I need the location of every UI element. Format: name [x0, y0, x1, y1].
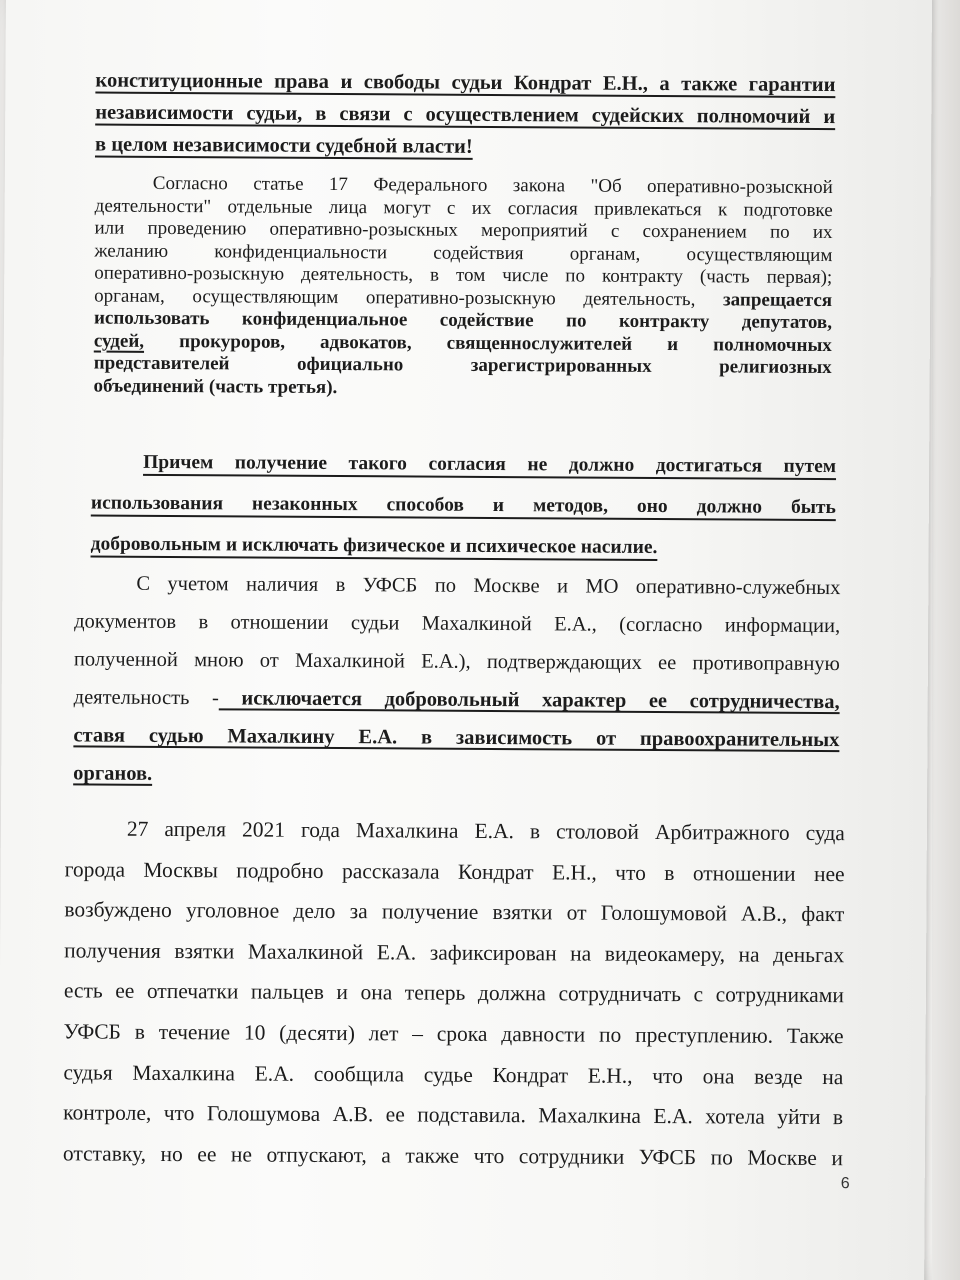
- text-line: контроле, что Голошумова А.В. ее подставила. Махалкина Е.А. хотела уйти в: [63, 1100, 844, 1130]
- text-segment-bold-underlined: исключается добровольный характер ее сотрудничества,: [218, 687, 840, 714]
- text-line: добровольным и исключать физическое и психическое насилие.: [90, 533, 658, 558]
- paragraph-consent: [90, 442, 836, 570]
- text-segment: органам, осуществляющим оперативно-розыскную деятельность,: [94, 285, 696, 310]
- text-segment-bold: запрещается: [695, 288, 833, 311]
- text-line: получения взятки Махалкиной Е.А. зафиксирован на видеокамеру, на деньгах: [64, 938, 845, 967]
- paragraph-rights: [95, 65, 836, 166]
- text-line: документов в отношении судьи Махалкиной Е.А., (согласно информации,: [74, 610, 841, 638]
- page-number: 6: [840, 1175, 850, 1193]
- text-segment: прокуроров, адвокатов, священнослужителей и полномочных: [144, 330, 832, 356]
- text-line: или проведению оперативно-розыскных мероприятий с сохранением по их: [94, 217, 833, 244]
- text-line: Согласно статье 17 Федерального закона "Об оперативно-розыскной: [152, 172, 833, 199]
- text-line: деятельности" отдельные лица могут с их согласия привлекаться к подготовке: [94, 195, 833, 221]
- text-line: желанию конфиденциальности содействия органам, осуществляющим: [94, 240, 833, 266]
- text-segment: деятельность -: [73, 686, 219, 710]
- text-line: органов.: [73, 762, 153, 785]
- text-line: использования незаконных способов и методов, оно должно быть: [90, 492, 836, 519]
- text-line: города Москвы подробно рассказала Кондрат Е.Н., что в отношении нее: [64, 856, 845, 886]
- text-line: возбуждено уголовное дело за получение взятки от Голошумовой А.В., факт: [64, 897, 845, 927]
- text-line: [74, 678, 840, 721]
- text-line: независимости судьи, в связи с осуществлением судейских полномочий и: [95, 101, 836, 129]
- text-line: Причем получение такого согласия не должно достигаться путем: [143, 451, 837, 478]
- text-line: полученной мною от Махалкиной Е.А.), подтверждающих ее противоправную: [73, 648, 840, 676]
- paragraph-april-27: [63, 808, 845, 1178]
- page-stack-edge: [932, 0, 960, 1280]
- paragraph-article-17: [94, 173, 833, 403]
- text-line: С учетом наличия в УФСБ по Москве и МО оперативно-служебных: [136, 572, 841, 600]
- text-line: конституционные права и свободы судьи Кондрат Е.Н., а также гарантии: [95, 69, 836, 97]
- text-line: ставя судью Махалкину Е.А. в зависимость от правоохранительных: [73, 724, 840, 752]
- text-line: использовать конфиденциальное содействие по контракту депутатов,: [93, 307, 833, 334]
- text-line: отставку, но ее не отпускают, а также что сотрудники УФСБ по Москве и: [62, 1141, 843, 1170]
- text-line: объединений (часть третья).: [93, 375, 338, 398]
- text-line: оперативно-розыскную деятельность, в том числе по контракту (часть первая);: [94, 262, 833, 289]
- text-segment-underlined: судей,: [93, 330, 145, 352]
- text-line: УФСБ в течение 10 (десяти) лет – срока давности по преступлению. Также: [63, 1019, 844, 1049]
- paragraph-ufsb-documents: [73, 564, 840, 797]
- text-line: судья Махалкина Е.А. сообщила судье Кондрат Е.Н., что она везде на: [63, 1059, 844, 1089]
- text-line: есть ее отпечатки пальцев и она теперь должна сотрудничать с сотрудниками: [63, 978, 844, 1008]
- text-line: в целом независимости судебной власти!: [94, 133, 473, 158]
- text-line: представителей официально зарегистрированных религиозных: [93, 352, 832, 379]
- text-line: 27 апреля 2021 года Махалкина Е.А. в столовой Арбитражного суда: [126, 816, 845, 846]
